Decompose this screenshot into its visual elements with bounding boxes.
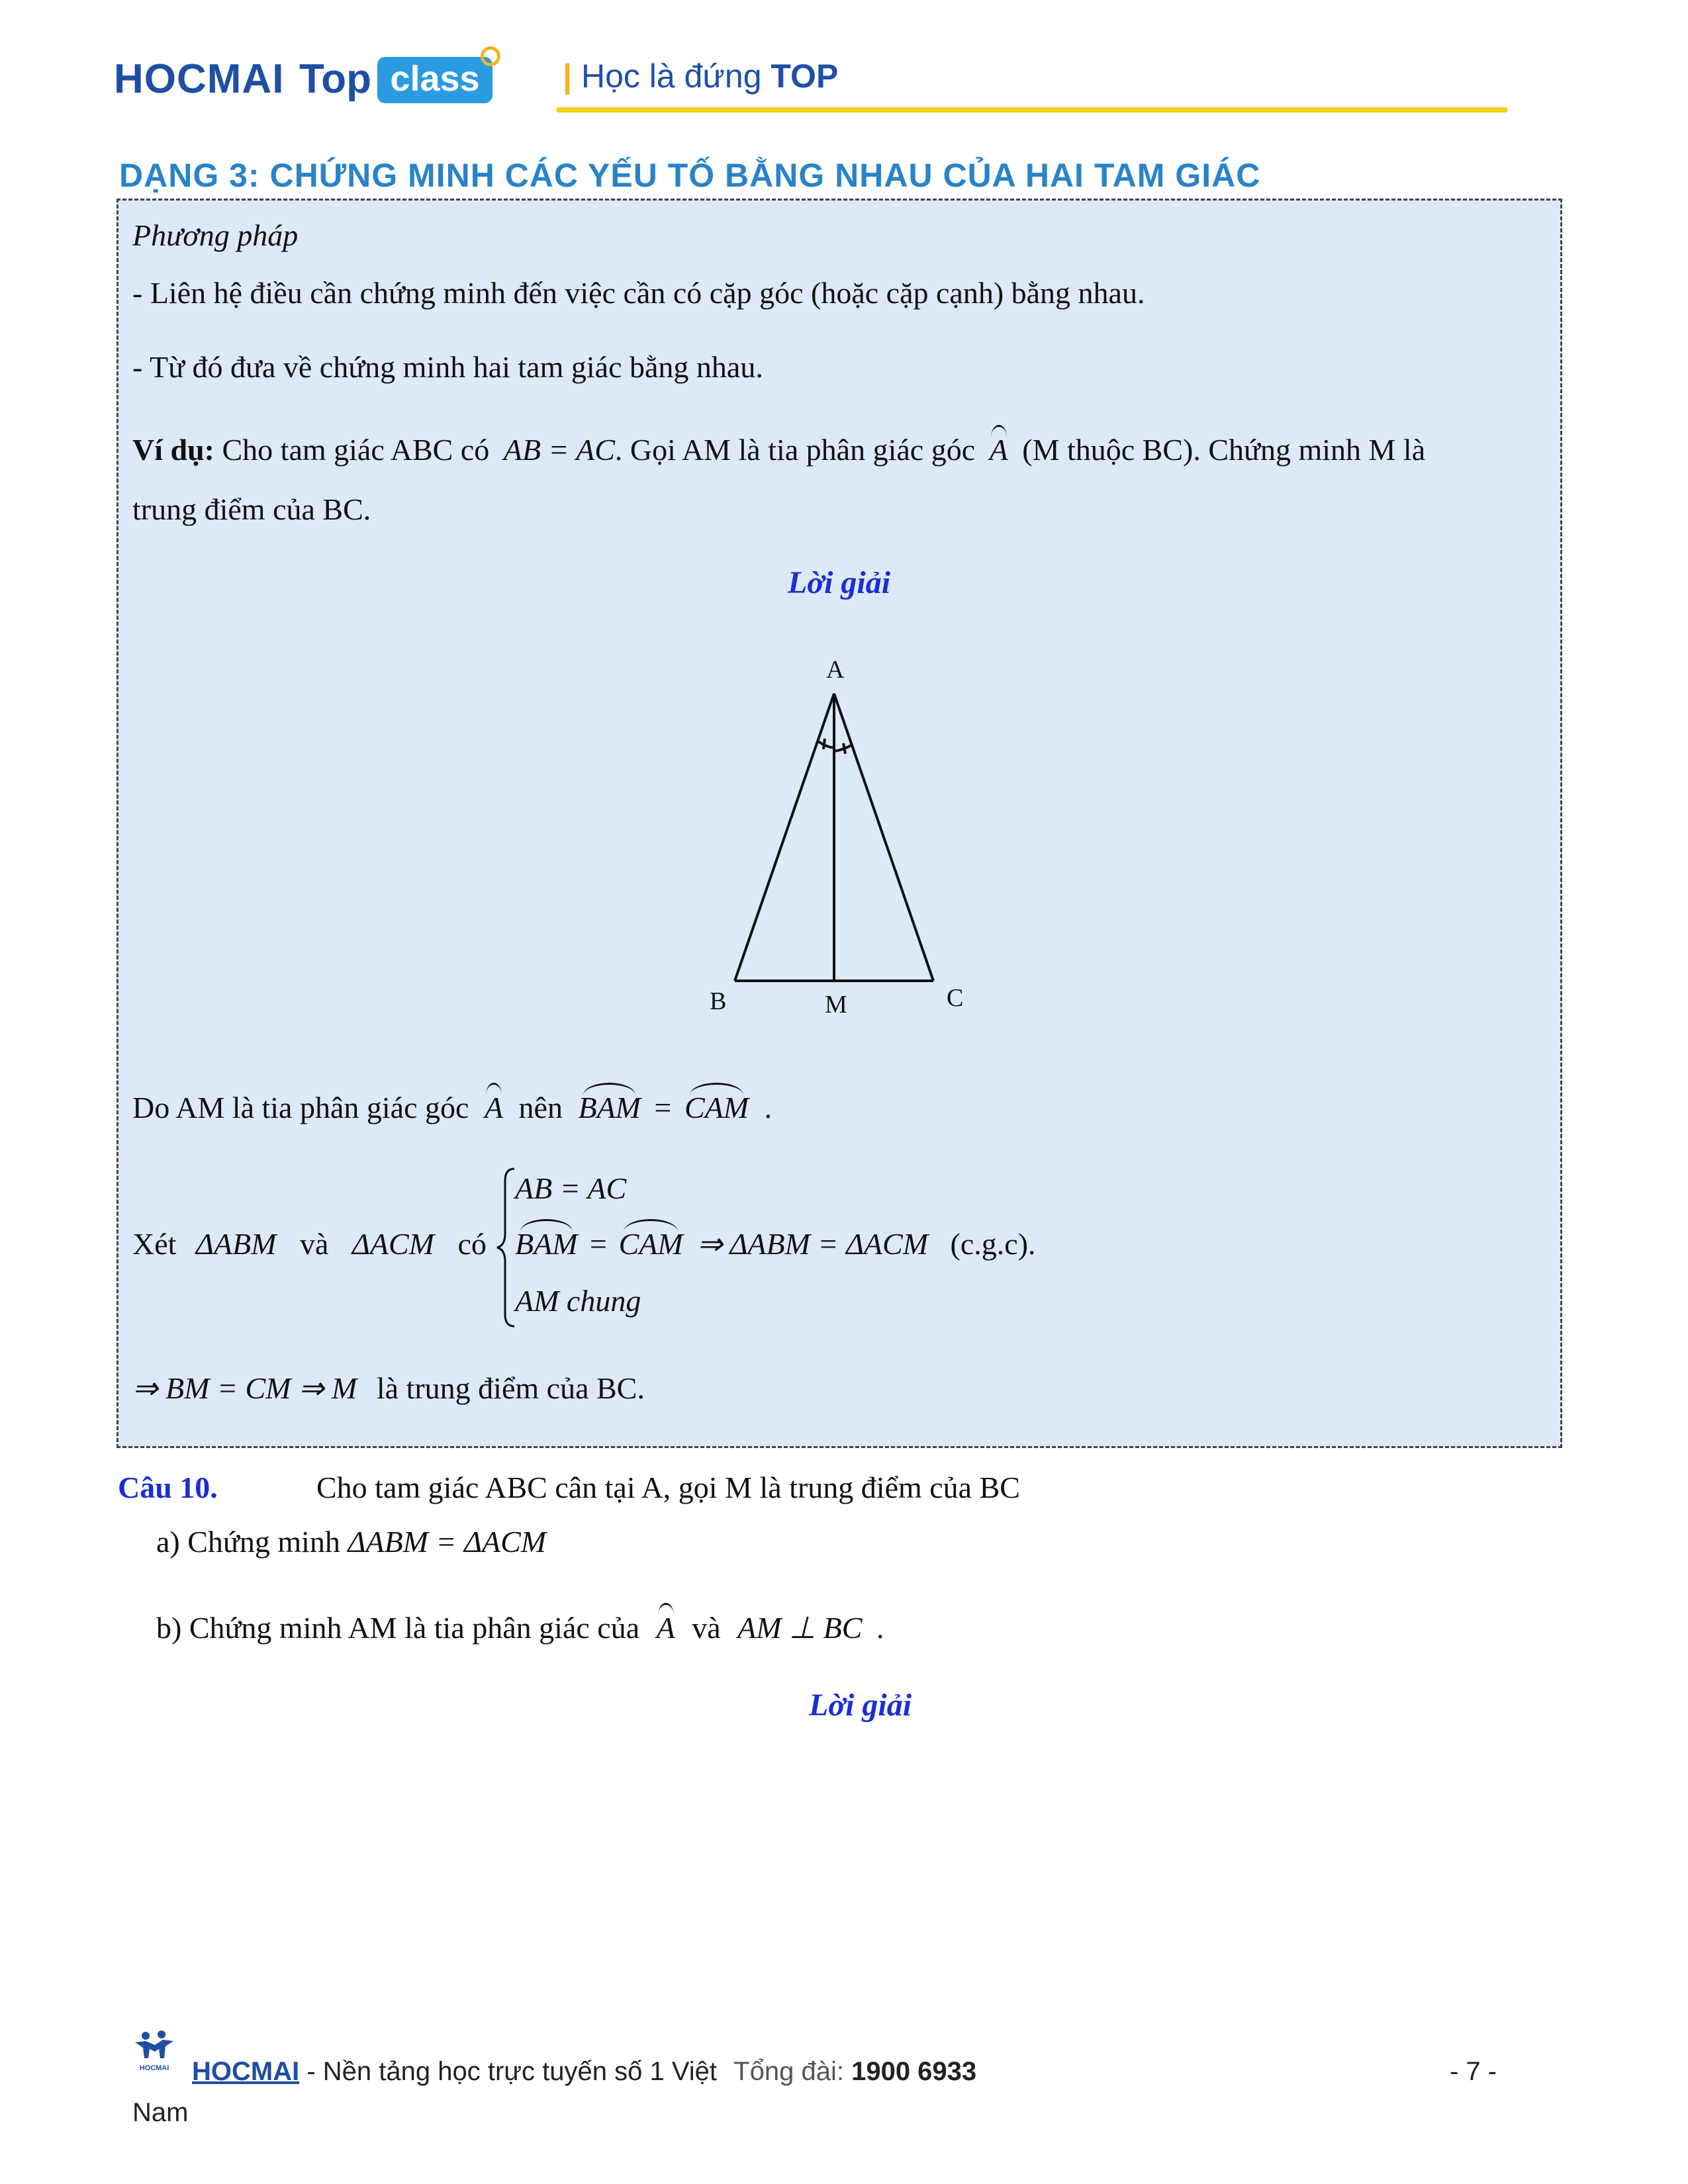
part-a-text: a) Chứng minh — [156, 1525, 340, 1559]
method-line-2: - Từ đó đưa về chứng minh hai tam giác bằng nhau. — [132, 350, 763, 384]
question-part-b — [156, 1610, 884, 1646]
sol-line1-text: Do AM là tia phân giác góc — [132, 1091, 469, 1124]
example-math-1: AB = AC — [503, 433, 615, 467]
sol-line1-eq: = — [652, 1091, 673, 1124]
footer-icon-caption: HOCMAI — [139, 2064, 169, 2072]
part-b-angle: A — [657, 1610, 675, 1646]
side-ab — [735, 694, 834, 981]
part-b-math: AM ⊥ BC — [737, 1611, 863, 1645]
tagline-prefix: Học là đứng — [581, 58, 762, 95]
sys-has: có — [457, 1227, 487, 1261]
system-prefix — [132, 1226, 487, 1262]
vertex-label-a: A — [826, 656, 845, 684]
method-line-1: - Liên hệ điều cần chứng minh đến việc cần có cặp góc (hoặc cặp cạnh) bằng nhau. — [132, 276, 1145, 310]
conclusion-text: là trung điểm của BC. — [376, 1371, 645, 1405]
part-b-text: b) Chứng minh AM là tia phân giác của — [156, 1611, 640, 1645]
solution-heading: Lời giải — [788, 565, 891, 600]
example-text-1: Cho tam giác ABC có — [222, 433, 490, 467]
sys-row2-rhs: CAM — [619, 1226, 683, 1262]
sys-tri-2: ΔACM — [352, 1227, 434, 1261]
example-line-1 — [132, 432, 1425, 468]
system-row-2 — [515, 1226, 1036, 1262]
footer-text-wrap: Nam — [132, 2098, 189, 2127]
example-text-3: (M thuộc BC). Chứng minh M là — [1022, 433, 1426, 467]
question-solution-heading: Lời giải — [809, 1688, 912, 1723]
angle-tick-left — [823, 739, 825, 749]
system-row-3: AM chung — [515, 1284, 641, 1318]
example-text-2: . Gọi AM là tia phân giác góc — [614, 433, 976, 467]
vertex-label-c: C — [947, 984, 964, 1012]
conclusion-line — [132, 1370, 645, 1406]
page-number: - 7 - — [1450, 2057, 1497, 2086]
solution-line-1 — [132, 1089, 772, 1126]
sys-tri-1: ΔABM — [195, 1227, 277, 1261]
part-a-math: ΔABM = ΔACM — [348, 1525, 547, 1559]
point-label-m: M — [825, 991, 847, 1019]
footer-hotline: 1900 6933 — [851, 2057, 977, 2086]
sys-prefix: Xét — [132, 1227, 177, 1261]
sol-line1-angle: A — [485, 1089, 503, 1126]
conclusion-math: ⇒ BM = CM ⇒ M — [132, 1371, 357, 1405]
question-text: Cho tam giác ABC cân tại A, gọi M là trung điểm của BC — [316, 1471, 1020, 1504]
system-row-1: AB = AC — [515, 1171, 627, 1205]
tagline-emphasis: TOP — [771, 58, 839, 95]
vertex-label-b: B — [710, 987, 727, 1015]
part-b-end: . — [876, 1611, 884, 1645]
sol-line1-rhs: CAM — [684, 1089, 749, 1126]
logo-hocmai: HOCMAI — [114, 56, 285, 102]
divider-bar: | — [563, 58, 572, 95]
triangle-figure — [695, 649, 986, 1019]
sys-row2-eq: = — [588, 1227, 609, 1261]
sys-and: và — [299, 1227, 329, 1261]
sol-line1-mid: nên — [518, 1091, 563, 1124]
footer-brand-link[interactable]: HOCMAI — [192, 2057, 300, 2086]
sys-row2-lhs: BAM — [515, 1226, 578, 1262]
sol-line1-end: . — [764, 1091, 773, 1124]
sol-line1-lhs: BAM — [578, 1089, 641, 1126]
angle-tick-right — [843, 743, 845, 754]
part-b-and: và — [692, 1611, 721, 1645]
example-label: Ví dụ: — [132, 433, 214, 467]
sun-icon — [481, 46, 500, 66]
hocmai-footer-icon — [131, 2029, 177, 2075]
question-label: Câu 10. — [118, 1471, 218, 1504]
angle-arc-left — [818, 741, 834, 748]
side-ac — [834, 694, 933, 981]
sys-row2-case: (c.g.c). — [950, 1227, 1036, 1261]
footer-hotline-label: Tổng đài: — [733, 2057, 844, 2086]
footer-text: - Nền tảng học trực tuyến số 1 Việt — [299, 2057, 718, 2086]
logo-class: class — [377, 57, 492, 103]
example-line-2: trung điểm của BC. — [132, 492, 371, 526]
example-angle: A — [990, 432, 1008, 468]
question-part-a — [156, 1524, 546, 1560]
logo-top: Top — [299, 56, 372, 102]
method-heading: Phương pháp — [132, 218, 299, 252]
sys-row2-result: ⇒ ΔABM = ΔACM — [697, 1227, 929, 1261]
header-underline — [556, 107, 1508, 113]
section-title: DẠNG 3: CHỨNG MINH CÁC YẾU TỐ BẰNG NHAU CỦA HAI TAM GIÁC — [119, 157, 1261, 194]
tagline — [563, 57, 838, 95]
footer-line — [192, 2057, 976, 2087]
